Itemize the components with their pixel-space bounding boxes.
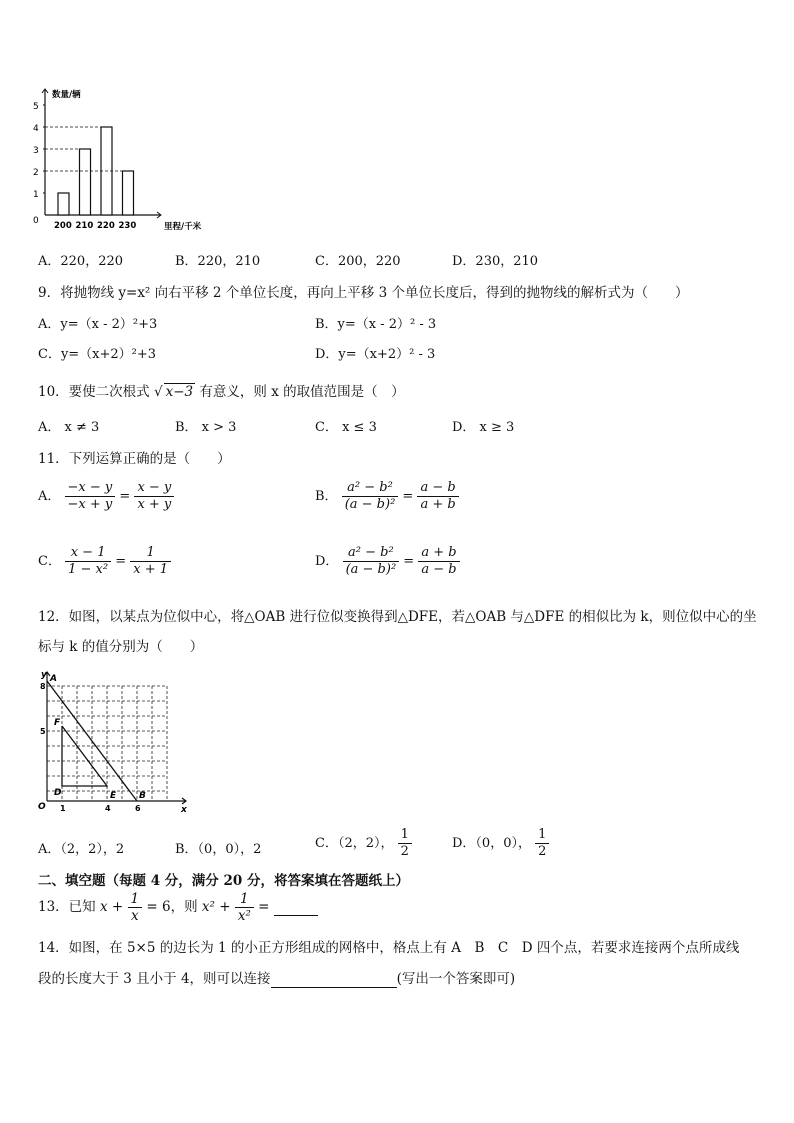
numerator: 1 [130, 545, 171, 562]
q10-radicand: x−3 [165, 384, 194, 400]
x-axis-title: 里程/千米 [164, 222, 202, 232]
q9-option-d[interactable]: D．y=（x+2）² - 3 [315, 347, 436, 362]
fraction [343, 545, 400, 578]
sqrt-symbol: √ [153, 384, 163, 400]
bar [123, 171, 134, 215]
q10-stem [38, 380, 405, 400]
q13-expr2: x² + [201, 899, 231, 915]
q13-expr1: x + [99, 899, 124, 915]
denominator: −x + y [67, 497, 113, 512]
q10-option-c[interactable]: C． x ≤ 3 [315, 420, 377, 435]
q11-a-label: A． [38, 489, 61, 504]
denominator: x + 1 [133, 562, 169, 577]
q14-line1: 14．如图，在 5×5 的边长为 1 的小正方形组成的网格中，格点上有 A B C D 四个点，若要求连接两个点所成线 [38, 940, 740, 956]
x-tick-label: 210 [75, 221, 94, 231]
x-axis-label: x [181, 805, 187, 815]
fraction [535, 827, 549, 860]
q11-option-a[interactable]: A． $\frac{-x - y}{-x + y}$ = $\frac{x - y}{x + y}$ [38, 480, 174, 513]
fraction [65, 545, 111, 578]
q14-line2-pre: 段的长度大于 3 且小于 4，则可以连接 [38, 971, 271, 987]
numerator: x − 1 [65, 545, 111, 562]
denominator: x² [237, 908, 251, 924]
q12-stem-line1: 12．如图，以某点为位似中心，将△OAB 进行位似变换得到△DFE，若△OAB 与△DFE 的相似比为 k，则位似中心的坐 [38, 609, 757, 625]
q11-stem: 11．下列运算正确的是（ ） [38, 451, 231, 467]
q10-option-d[interactable]: D． x ≥ 3 [452, 420, 515, 435]
numerator: a² − b² [343, 545, 400, 562]
numerator: 1 [398, 827, 412, 844]
numerator: a² − b² [342, 480, 399, 497]
fraction [398, 827, 412, 860]
grid-figure [30, 667, 195, 817]
y-axis-title: 数量/辆 [52, 90, 81, 100]
q8-option-d[interactable]: D．230，210 [452, 254, 539, 269]
numerator: 1 [128, 891, 143, 908]
q11-c-label: C． [38, 554, 61, 569]
q12-option-c[interactable] [315, 827, 412, 860]
q13-eq1: = 6，则 [146, 899, 198, 915]
section-heading: 二、填空题（每题 4 分，满分 20 分，将答案填在答题纸上） [38, 873, 409, 889]
denominator: 1 − x² [68, 562, 109, 577]
q11-option-d[interactable]: D． $\frac{\text{a² − b²}}{\text{(a − b)²}}$ = $\frac{a + b}{a - b}$ [315, 545, 460, 578]
q12-c-text: C．（2，2）， [315, 836, 394, 851]
q8-option-b[interactable]: B．220，210 [175, 254, 261, 269]
denominator: a − b [421, 562, 457, 577]
label-f: F [54, 718, 61, 728]
y-tick-label: 2 [33, 168, 39, 178]
q10-option-b[interactable]: B． x > 3 [175, 420, 237, 435]
label-o: O [38, 802, 46, 812]
numerator: −x − y [65, 480, 116, 497]
bar [58, 193, 69, 215]
q14-line2 [38, 967, 515, 988]
fraction [128, 891, 143, 924]
q12-stem-line2: 标与 k 的值分别为（ ） [38, 639, 204, 655]
numerator: x − y [134, 480, 174, 497]
q10-stem-pre: 10．要使二次根式 [38, 384, 150, 400]
tick-y-8: 8 [40, 682, 46, 691]
numerator: 1 [235, 891, 254, 908]
fraction [130, 545, 171, 578]
answer-blank[interactable] [271, 971, 397, 988]
q9-option-b[interactable]: B．y=（x - 2）² - 3 [315, 317, 437, 332]
y-axis-label: y [41, 670, 47, 680]
x-tick-label: 220 [97, 221, 115, 231]
fraction [65, 480, 116, 513]
y-tick-label: 1 [33, 190, 39, 200]
fraction [417, 480, 458, 513]
y-tick-label: 5 [33, 102, 39, 112]
x-tick-label: 200 [54, 221, 72, 231]
q12-d-text: D．（0，0）， [452, 836, 531, 851]
fraction [418, 545, 459, 578]
denominator: (a − b)² [345, 562, 397, 577]
y-tick-label: 3 [33, 146, 39, 156]
q9-stem: 9．将抛物线 y=x² 向右平移 2 个单位长度，再向上平移 3 个单位长度后，得到的抛物线的解析式为（ ） [38, 285, 689, 301]
q8-option-a[interactable]: A．220，220 [38, 254, 124, 269]
denominator: 2 [400, 844, 409, 859]
y-tick-label: 0 [33, 216, 39, 226]
axes [44, 672, 186, 804]
q9-option-a[interactable]: A．y=（x - 2）²+3 [38, 317, 158, 332]
denominator: 2 [538, 844, 547, 859]
fraction [235, 891, 254, 924]
denominator: x + y [137, 497, 172, 512]
denominator: a + b [420, 497, 456, 512]
fraction [134, 480, 174, 513]
q11-option-b[interactable]: B． $\frac{\text{a² − b²}}{\text{(a − b)²}}$ = $\frac{a - b}{a + b}$ [315, 480, 459, 513]
grid-lines [47, 686, 167, 801]
label-b: B [139, 791, 146, 801]
tick-y-5: 5 [40, 727, 46, 736]
q8-option-c[interactable]: C．200，220 [315, 254, 401, 269]
answer-blank[interactable] [274, 899, 318, 916]
bar-chart [30, 82, 230, 242]
q11-d-label: D． [315, 554, 339, 569]
q14-line2-post: (写出一个答案即可) [396, 971, 516, 987]
x-tick-label: 230 [118, 221, 137, 231]
q13-eq2: = [258, 899, 270, 915]
denominator: x [130, 908, 139, 924]
q12-option-b[interactable]: B．（0，0），2 [175, 842, 262, 857]
fraction [342, 480, 399, 513]
q11-option-c[interactable]: C． $\frac{x - 1}{\text{1 − x²}}$ = $\frac{1}{x + 1}$ [38, 545, 171, 578]
bar [80, 149, 91, 215]
label-a: A [50, 674, 57, 684]
label-d: D [54, 788, 62, 798]
q13 [38, 891, 318, 924]
q10-option-a[interactable]: A． x ≠ 3 [38, 420, 100, 435]
numerator: a − b [417, 480, 458, 497]
tick-x-6: 6 [135, 804, 141, 813]
triangle-dfe [62, 726, 107, 786]
denominator: (a − b)² [344, 497, 396, 512]
q12-option-a[interactable]: A．（2，2），2 [38, 842, 125, 857]
q10-stem-post: 有意义，则 x 的取值范围是（ ） [199, 384, 405, 400]
label-e: E [110, 791, 117, 801]
q13-pre: 13．已知 [38, 899, 96, 915]
numerator: 1 [535, 827, 549, 844]
tick-x-1: 1 [60, 804, 66, 813]
q11-b-label: B． [315, 489, 338, 504]
q12-option-d[interactable] [452, 827, 549, 860]
y-tick-label: 4 [33, 124, 39, 134]
q9-option-c[interactable]: C．y=（x+2）²+3 [38, 347, 157, 362]
numerator: a + b [418, 545, 459, 562]
tick-x-4: 4 [105, 804, 111, 813]
